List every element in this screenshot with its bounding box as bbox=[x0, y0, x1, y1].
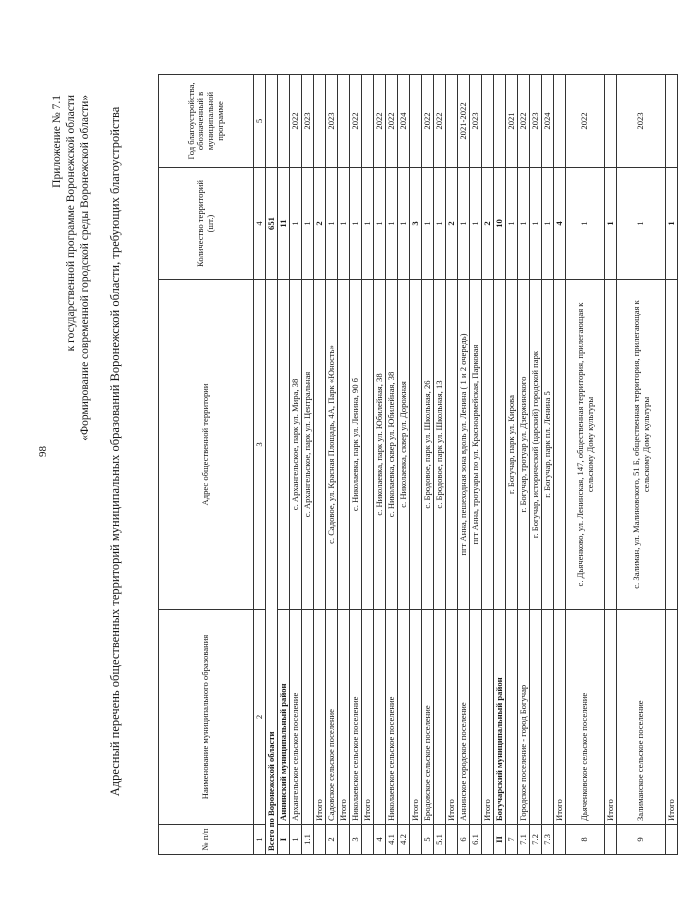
row-count: 1 bbox=[470, 168, 482, 280]
row-count: 1 bbox=[338, 168, 350, 280]
table-row bbox=[530, 75, 542, 855]
row-address: пгт Анна, тротуары по ул. Красноармейская, Парковая bbox=[470, 280, 482, 610]
table-row bbox=[605, 75, 617, 855]
row-number: 7.3 bbox=[542, 825, 554, 855]
row-count: 4 bbox=[554, 168, 566, 280]
row-count: 1 bbox=[506, 168, 518, 280]
row-count: 651 bbox=[266, 168, 278, 280]
row-year bbox=[410, 75, 422, 168]
row-count: 2 bbox=[446, 168, 458, 280]
table-row bbox=[374, 75, 386, 855]
row-year: 2023 bbox=[470, 75, 482, 168]
row-number: 3 bbox=[350, 825, 362, 855]
table-row bbox=[362, 75, 374, 855]
row-address: с. Николаевка, сквер ул. Дорожная bbox=[398, 280, 410, 610]
table-row bbox=[494, 75, 506, 855]
row-number bbox=[666, 825, 678, 855]
row-count: 1 bbox=[530, 168, 542, 280]
appendix-line-2: к государственной программе Воронежской области bbox=[65, 95, 77, 352]
row-count: 1 bbox=[326, 168, 338, 280]
row-year: 2021 bbox=[506, 75, 518, 168]
row-address: с. Архангельское, парк ул. Мира, 38 bbox=[290, 280, 302, 610]
row-count: 1 bbox=[422, 168, 434, 280]
table-row bbox=[278, 75, 290, 855]
row-municipality: Архангельское сельское поселение bbox=[290, 610, 302, 825]
row-year: 2022 bbox=[422, 75, 434, 168]
row-count: 11 bbox=[278, 168, 290, 280]
row-municipality: Итого bbox=[666, 610, 678, 825]
row-number: 6.1 bbox=[470, 825, 482, 855]
row-number: 9 bbox=[617, 825, 666, 855]
table-row bbox=[266, 75, 278, 855]
row-count: 1 bbox=[666, 168, 678, 280]
row-year bbox=[314, 75, 326, 168]
table-row bbox=[666, 75, 678, 855]
table-row bbox=[566, 75, 605, 855]
row-address bbox=[605, 280, 617, 610]
row-number: 4.1 bbox=[386, 825, 398, 855]
row-municipality: Аннинский муниципальный район bbox=[278, 610, 290, 825]
table-row bbox=[398, 75, 410, 855]
row-count: 1 bbox=[617, 168, 666, 280]
row-year bbox=[266, 75, 278, 168]
row-year: 2023 bbox=[530, 75, 542, 168]
row-municipality: Всего по Воронежской области bbox=[266, 280, 278, 855]
row-municipality bbox=[434, 610, 446, 825]
header-municipality: Наименование муниципального образования bbox=[159, 610, 254, 825]
row-address: г. Богучар, парк ул. Кирова bbox=[506, 280, 518, 610]
row-year: 2023 bbox=[617, 75, 666, 168]
table-header-row bbox=[159, 75, 254, 855]
row-year: 2022 bbox=[386, 75, 398, 168]
row-count: 1 bbox=[362, 168, 374, 280]
row-year: 2022 bbox=[518, 75, 530, 168]
row-municipality: Залиманское сельское поселение bbox=[617, 610, 666, 825]
row-year: 2022 bbox=[374, 75, 386, 168]
row-number bbox=[338, 825, 350, 855]
col-number: 5 bbox=[254, 75, 266, 168]
row-municipality bbox=[398, 610, 410, 825]
row-municipality: Итого bbox=[338, 610, 350, 825]
row-year: 2022 bbox=[434, 75, 446, 168]
row-municipality: Богучарский муниципальный район bbox=[494, 610, 506, 825]
row-address: с. Бродовое, парк ул. Школьная, 13 bbox=[434, 280, 446, 610]
row-address bbox=[338, 280, 350, 610]
table-row bbox=[410, 75, 422, 855]
table-row bbox=[470, 75, 482, 855]
row-address: пгт Анна, пешеходная зона вдоль ул. Ленина ( 1 и 2 очередь) bbox=[458, 280, 470, 610]
row-municipality: Дьяченковское сельское поселение bbox=[566, 610, 605, 825]
row-count: 3 bbox=[410, 168, 422, 280]
row-number bbox=[446, 825, 458, 855]
row-address: с. Архангельское, парк ул. Центральная bbox=[302, 280, 314, 610]
appendix-header bbox=[50, 95, 92, 441]
document-title: Адресный перечень общественных территорий муниципальных образований Воронежской области, требующих благоустройства bbox=[108, 106, 122, 797]
row-address: с. Садовое, ул. Красная Площадь, 4А, Парк «Юность» bbox=[326, 280, 338, 610]
row-number bbox=[362, 825, 374, 855]
column-number-row bbox=[254, 75, 266, 855]
row-municipality bbox=[506, 610, 518, 825]
row-number: 6 bbox=[458, 825, 470, 855]
row-number: 1 bbox=[290, 825, 302, 855]
page-number: 98 bbox=[37, 446, 49, 457]
table-row bbox=[434, 75, 446, 855]
row-address bbox=[494, 280, 506, 610]
row-number: 4 bbox=[374, 825, 386, 855]
row-year: 2021-2022 bbox=[458, 75, 470, 168]
table-row bbox=[518, 75, 530, 855]
row-address: с. Николаевка, сквер ул. Юбилейная, 38 bbox=[386, 280, 398, 610]
row-address bbox=[554, 280, 566, 610]
row-address bbox=[314, 280, 326, 610]
row-address: г. Богучар, тротуар ул. Дзержинского bbox=[518, 280, 530, 610]
table-row bbox=[290, 75, 302, 855]
row-count: 1 bbox=[458, 168, 470, 280]
row-address: с. Залиман, ул. Малиновского, 51 Б, общественная территория, прилегающая к сельскому Дому культуры bbox=[617, 280, 666, 610]
row-municipality bbox=[530, 610, 542, 825]
header-year: Год благоустройства, обозначенный в муниципальной программе bbox=[159, 75, 254, 168]
row-count: 1 bbox=[302, 168, 314, 280]
row-number: 7.2 bbox=[530, 825, 542, 855]
row-year: 2022 bbox=[350, 75, 362, 168]
row-count: 1 bbox=[518, 168, 530, 280]
table-row bbox=[482, 75, 494, 855]
row-number: I bbox=[278, 825, 290, 855]
row-number: II bbox=[494, 825, 506, 855]
appendix-line-3: «Формирование современной городской среды Воронежской области» bbox=[79, 95, 91, 441]
row-number: 2 bbox=[326, 825, 338, 855]
row-municipality: Итого bbox=[605, 610, 617, 825]
row-count: 1 bbox=[566, 168, 605, 280]
row-number: 5 bbox=[422, 825, 434, 855]
row-year bbox=[482, 75, 494, 168]
table-row bbox=[458, 75, 470, 855]
row-municipality: Итого bbox=[362, 610, 374, 825]
row-year bbox=[338, 75, 350, 168]
table-row bbox=[542, 75, 554, 855]
table-row bbox=[314, 75, 326, 855]
row-number bbox=[314, 825, 326, 855]
row-address bbox=[482, 280, 494, 610]
row-number bbox=[554, 825, 566, 855]
row-address bbox=[278, 280, 290, 610]
table-row bbox=[326, 75, 338, 855]
row-address: с. Николаевка, парк ул. Юбилейная, 38 bbox=[374, 280, 386, 610]
table-row bbox=[302, 75, 314, 855]
row-address bbox=[410, 280, 422, 610]
col-number: 1 bbox=[254, 825, 266, 855]
row-year bbox=[278, 75, 290, 168]
row-municipality: Итого bbox=[482, 610, 494, 825]
row-address: с. Бродовое, парк ул. Школьная, 26 bbox=[422, 280, 434, 610]
row-year bbox=[362, 75, 374, 168]
row-year bbox=[446, 75, 458, 168]
row-number bbox=[605, 825, 617, 855]
row-municipality: Садовское сельское поселение bbox=[326, 610, 338, 825]
row-municipality: Итого bbox=[314, 610, 326, 825]
table-row bbox=[350, 75, 362, 855]
row-municipality: Итого bbox=[410, 610, 422, 825]
row-municipality: Итого bbox=[554, 610, 566, 825]
row-year: 2023 bbox=[302, 75, 314, 168]
row-number bbox=[482, 825, 494, 855]
row-year bbox=[666, 75, 678, 168]
row-count: 1 bbox=[398, 168, 410, 280]
row-year: 2023 bbox=[326, 75, 338, 168]
row-count: 2 bbox=[482, 168, 494, 280]
row-municipality: Бродовское сельское поселение bbox=[422, 610, 434, 825]
col-number: 2 bbox=[254, 610, 266, 825]
header-no: № п/п bbox=[159, 825, 254, 855]
row-year bbox=[554, 75, 566, 168]
table-row bbox=[386, 75, 398, 855]
col-number: 3 bbox=[254, 280, 266, 610]
row-number: 1.1 bbox=[302, 825, 314, 855]
row-count: 1 bbox=[605, 168, 617, 280]
col-number: 4 bbox=[254, 168, 266, 280]
row-municipality bbox=[302, 610, 314, 825]
header-address: Адрес общественной территории bbox=[159, 280, 254, 610]
row-year: 2022 bbox=[290, 75, 302, 168]
row-municipality: Аннинское городское поселение bbox=[458, 610, 470, 825]
table-row bbox=[446, 75, 458, 855]
row-count: 1 bbox=[542, 168, 554, 280]
header-count: Количество территорий (шт.) bbox=[159, 168, 254, 280]
row-number: 4.2 bbox=[398, 825, 410, 855]
row-count: 2 bbox=[314, 168, 326, 280]
table-row bbox=[422, 75, 434, 855]
row-municipality: Николаевское сельское поселение bbox=[350, 610, 362, 825]
row-count: 1 bbox=[350, 168, 362, 280]
row-year bbox=[605, 75, 617, 168]
row-address bbox=[666, 280, 678, 610]
row-address bbox=[362, 280, 374, 610]
row-address bbox=[446, 280, 458, 610]
row-municipality: Николаевское сельское поселение bbox=[386, 610, 398, 825]
row-count: 1 bbox=[434, 168, 446, 280]
row-municipality bbox=[542, 610, 554, 825]
row-municipality: Итого bbox=[446, 610, 458, 825]
appendix-line-1: Приложение № 7.1 bbox=[51, 95, 63, 188]
row-count: 1 bbox=[374, 168, 386, 280]
table-row bbox=[338, 75, 350, 855]
table-row bbox=[617, 75, 666, 855]
row-number bbox=[410, 825, 422, 855]
row-year: 2024 bbox=[398, 75, 410, 168]
row-address: с. Николаевка, парк ул. Ленина, 90 б bbox=[350, 280, 362, 610]
row-address: г. Богучар, парк пл. Ленина 5 bbox=[542, 280, 554, 610]
row-count: 1 bbox=[386, 168, 398, 280]
row-number: 5.1 bbox=[434, 825, 446, 855]
row-address: г. Богучар, исторический (царский) городской парк bbox=[530, 280, 542, 610]
row-number: 8 bbox=[566, 825, 605, 855]
row-municipality bbox=[374, 610, 386, 825]
row-municipality: Городское поселение - город Богучар bbox=[518, 610, 530, 825]
row-year: 2024 bbox=[542, 75, 554, 168]
row-count: 1 bbox=[290, 168, 302, 280]
row-count: 10 bbox=[494, 168, 506, 280]
row-number: 7 bbox=[506, 825, 518, 855]
row-year: 2022 bbox=[566, 75, 605, 168]
row-number: 7.1 bbox=[518, 825, 530, 855]
table-row bbox=[554, 75, 566, 855]
row-year bbox=[494, 75, 506, 168]
row-municipality bbox=[470, 610, 482, 825]
table-row bbox=[506, 75, 518, 855]
territory-table bbox=[158, 74, 678, 855]
row-address: с. Дьяченково, ул. Ленинская, 147, общественная территория, прилегающая к сельскому Дому культуры bbox=[566, 280, 605, 610]
